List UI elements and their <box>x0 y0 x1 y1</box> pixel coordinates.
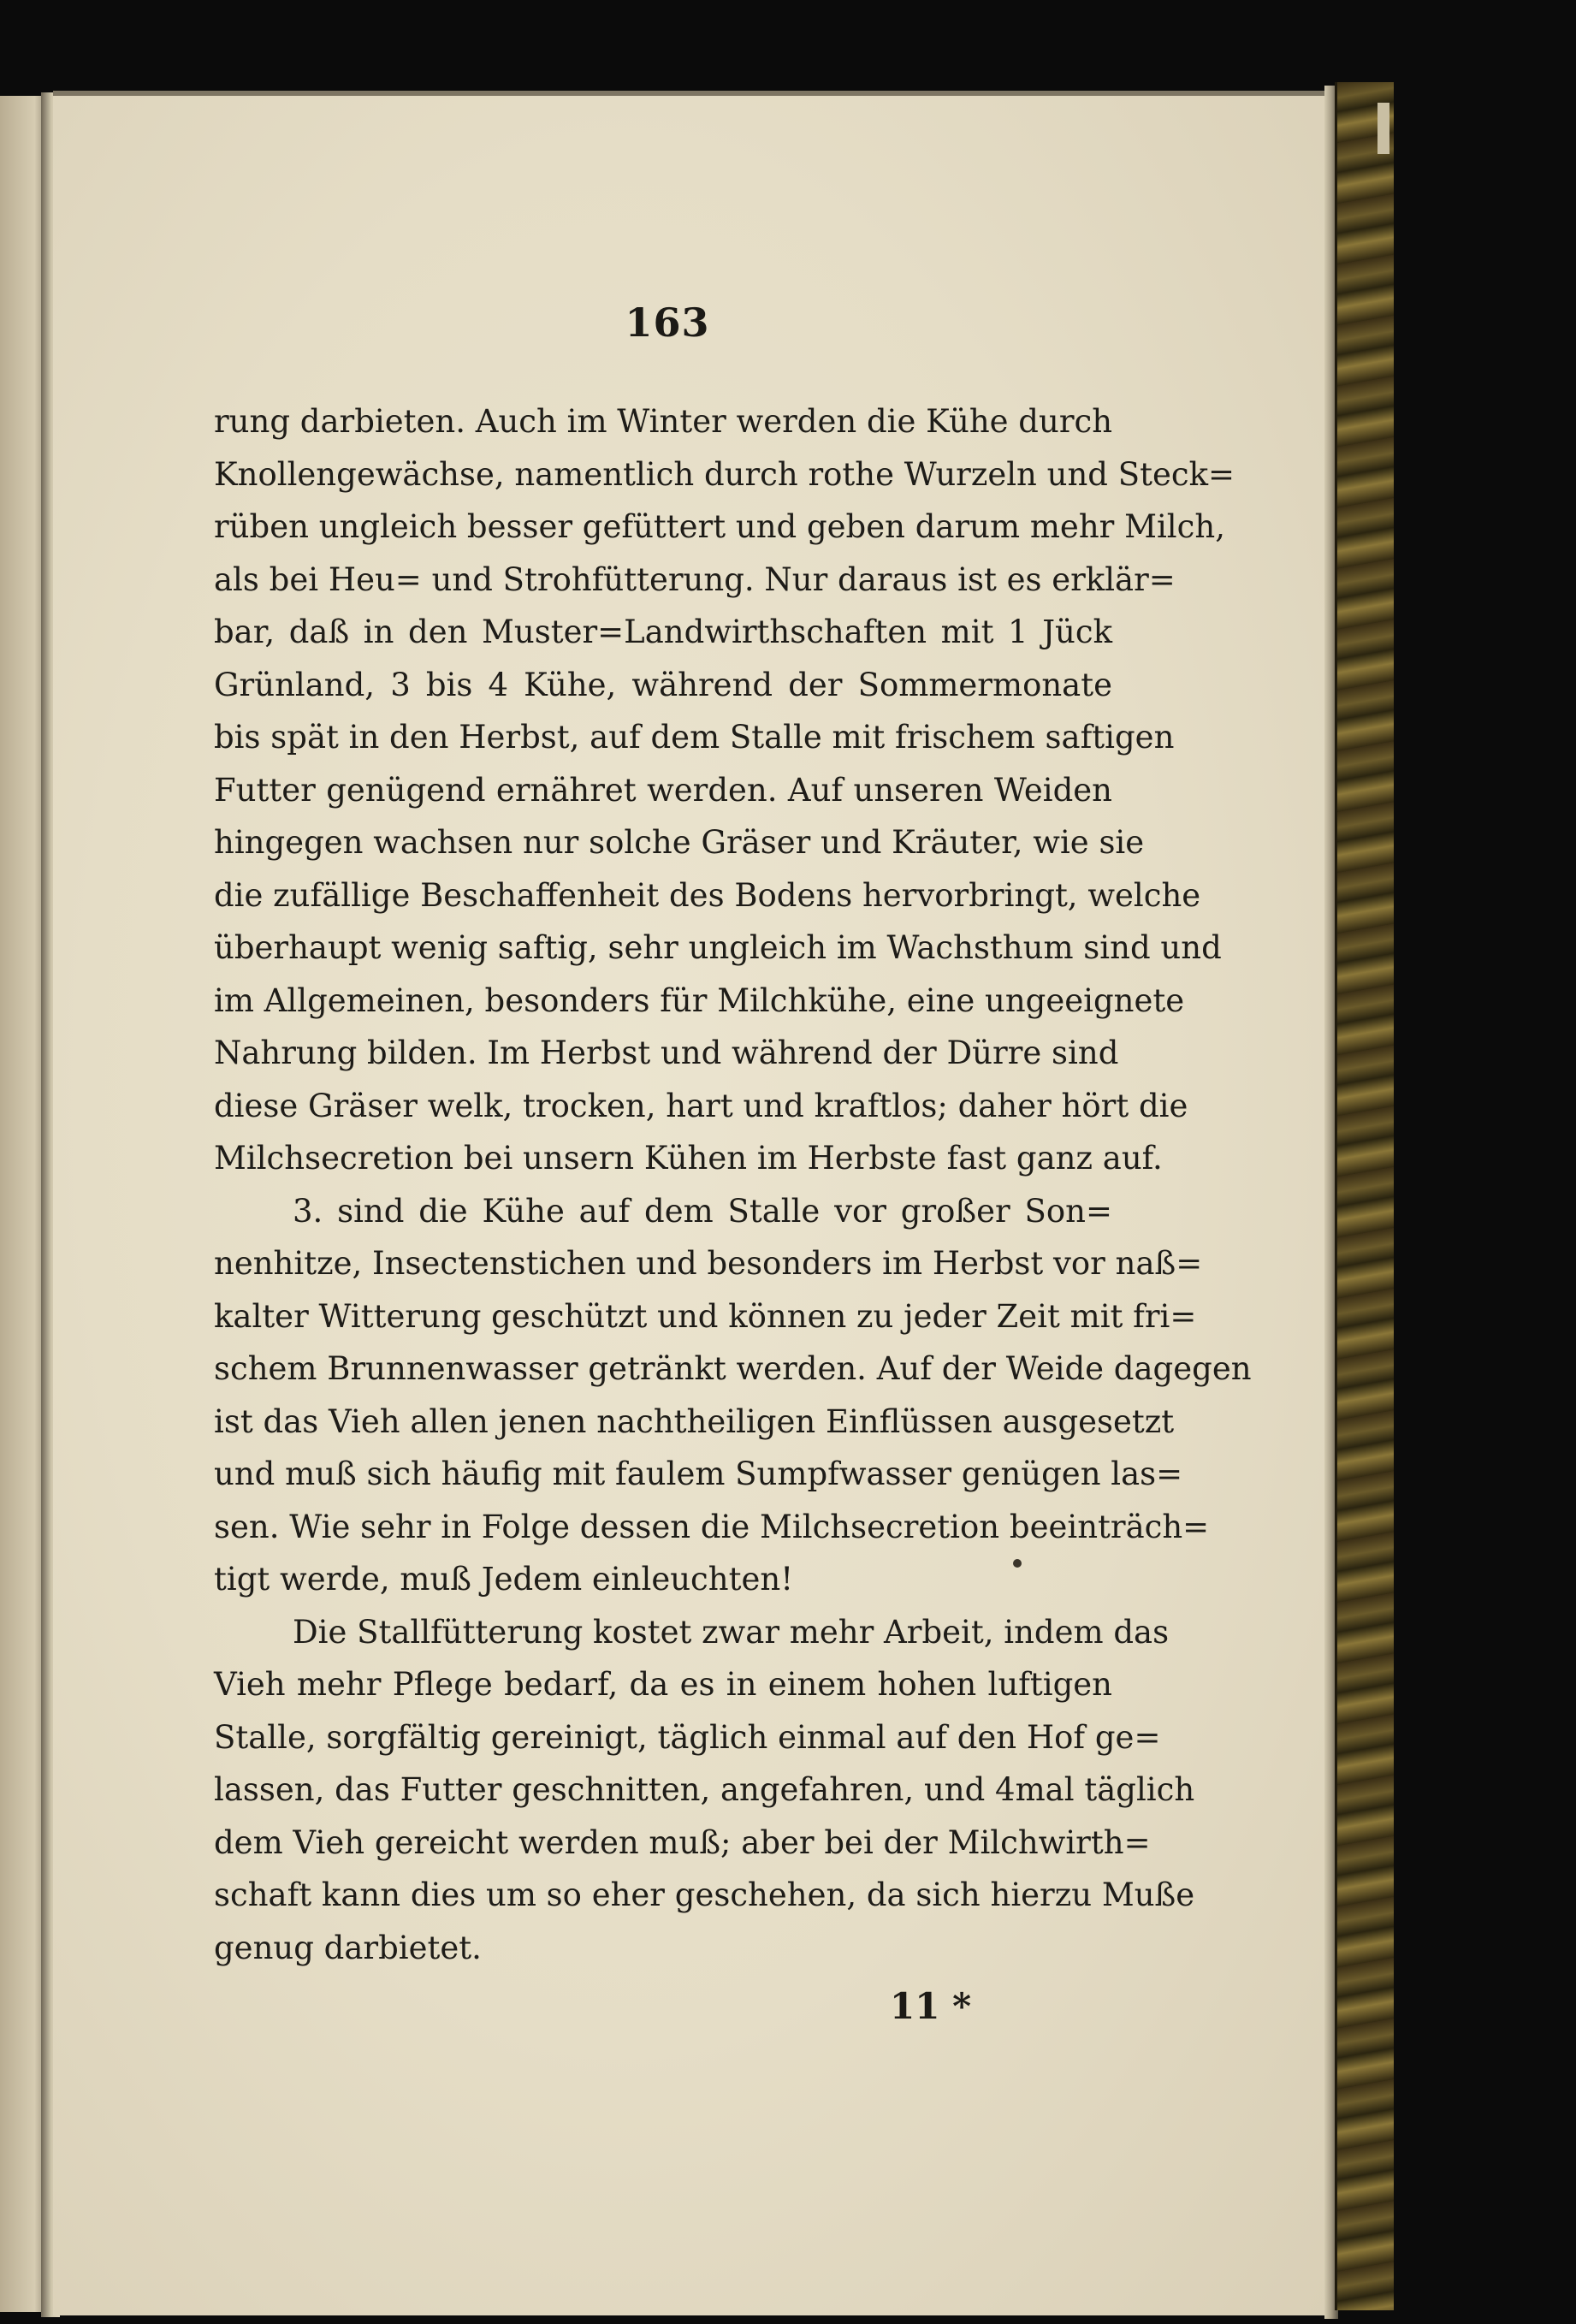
text-line: dem Vieh gereicht werden muß; aber bei der Milchwirth= <box>214 1823 1151 1861</box>
text-line: Vieh mehr Pflege bedarf, da es in einem hohen luftigen <box>214 1666 1112 1703</box>
marbled-cover <box>1335 82 1394 2310</box>
text-line: ist das Vieh allen jenen nachtheiligen Einflüssen ausgesetzt <box>214 1402 1175 1440</box>
text-line: genug darbietet. <box>214 1929 482 1966</box>
text-line: Grünland, 3 bis 4 Kühe, während der Sommermonate <box>214 666 1112 703</box>
text-line: schem Brunnenwasser getränkt werden. Auf der Weide dagegen <box>214 1350 1252 1387</box>
text-line: Knollengewächse, namentlich durch rothe Wurzeln und Steck= <box>214 455 1235 493</box>
text-line: Die Stallfütterung kostet zwar mehr Arbeit, indem das <box>293 1613 1170 1651</box>
text-line: Stalle, sorgfältig gereinigt, täglich einmal auf den Hof ge= <box>214 1718 1161 1756</box>
text-line: rüben ungleich besser gefüttert und geben darum mehr Milch, <box>214 508 1225 545</box>
text-line: lassen, das Futter geschnitten, angefahren, und 4mal täglich <box>214 1771 1195 1808</box>
text-line: und muß sich häufig mit faulem Sumpfwasser genügen las= <box>214 1455 1183 1492</box>
text-line: schaft kann dies um so eher geschehen, da sich hierzu Muße <box>214 1876 1195 1913</box>
text-line: Nahrung bilden. Im Herbst und während der Dürre sind <box>214 1035 1119 1071</box>
body-text <box>214 395 1252 1974</box>
text-line: als bei Heu= und Strohfütterung. Nur daraus ist es erklär= <box>214 560 1176 598</box>
text-line: sen. Wie sehr in Folge dessen die Milchsecretion beeinträch= <box>214 1508 1210 1545</box>
text-line: kalter Witterung geschützt und können zu jeder Zeit mit fri= <box>214 1297 1197 1335</box>
page-number: 163 <box>625 299 710 346</box>
ink-spot <box>1013 1559 1022 1568</box>
text-line: Futter genügend ernähret werden. Auf unseren Weiden <box>214 771 1112 809</box>
text-line: bis spät in den Herbst, auf dem Stalle mit frischem saftigen <box>214 719 1175 756</box>
text-line: 3. sind die Kühe auf dem Stalle vor großer Son= <box>293 1192 1112 1230</box>
text-line: diese Gräser welk, trocken, hart und kraftlos; daher hört die <box>214 1087 1188 1124</box>
text-line: rung darbieten. Auch im Winter werden die Kühe durch <box>214 403 1113 440</box>
text-line: im Allgemeinen, besonders für Milchkühe, eine ungeeignete <box>214 981 1185 1019</box>
text-line: bar, daß in den Muster=Landwirthschaften mit 1 Jück <box>214 614 1112 650</box>
cover-corner <box>1378 103 1389 154</box>
text-line: tigt werde, muß Jedem einleuchten! <box>214 1561 794 1598</box>
text-line: die zufällige Beschaffenheit des Bodens hervorbringt, welche <box>214 876 1201 914</box>
printer-signature-mark: 11 * <box>890 1985 972 2027</box>
text-line: überhaupt wenig saftig, sehr ungleich im Wachsthum sind und <box>214 929 1222 966</box>
text-line: hingegen wachsen nur solche Gräser und Kräuter, wie sie <box>214 824 1145 861</box>
text-line: nenhitze, Insectenstichen und besonders im Herbst vor naß= <box>214 1245 1203 1282</box>
text-line: Milchsecretion bei unsern Kühen im Herbste fast ganz auf. <box>214 1140 1163 1177</box>
